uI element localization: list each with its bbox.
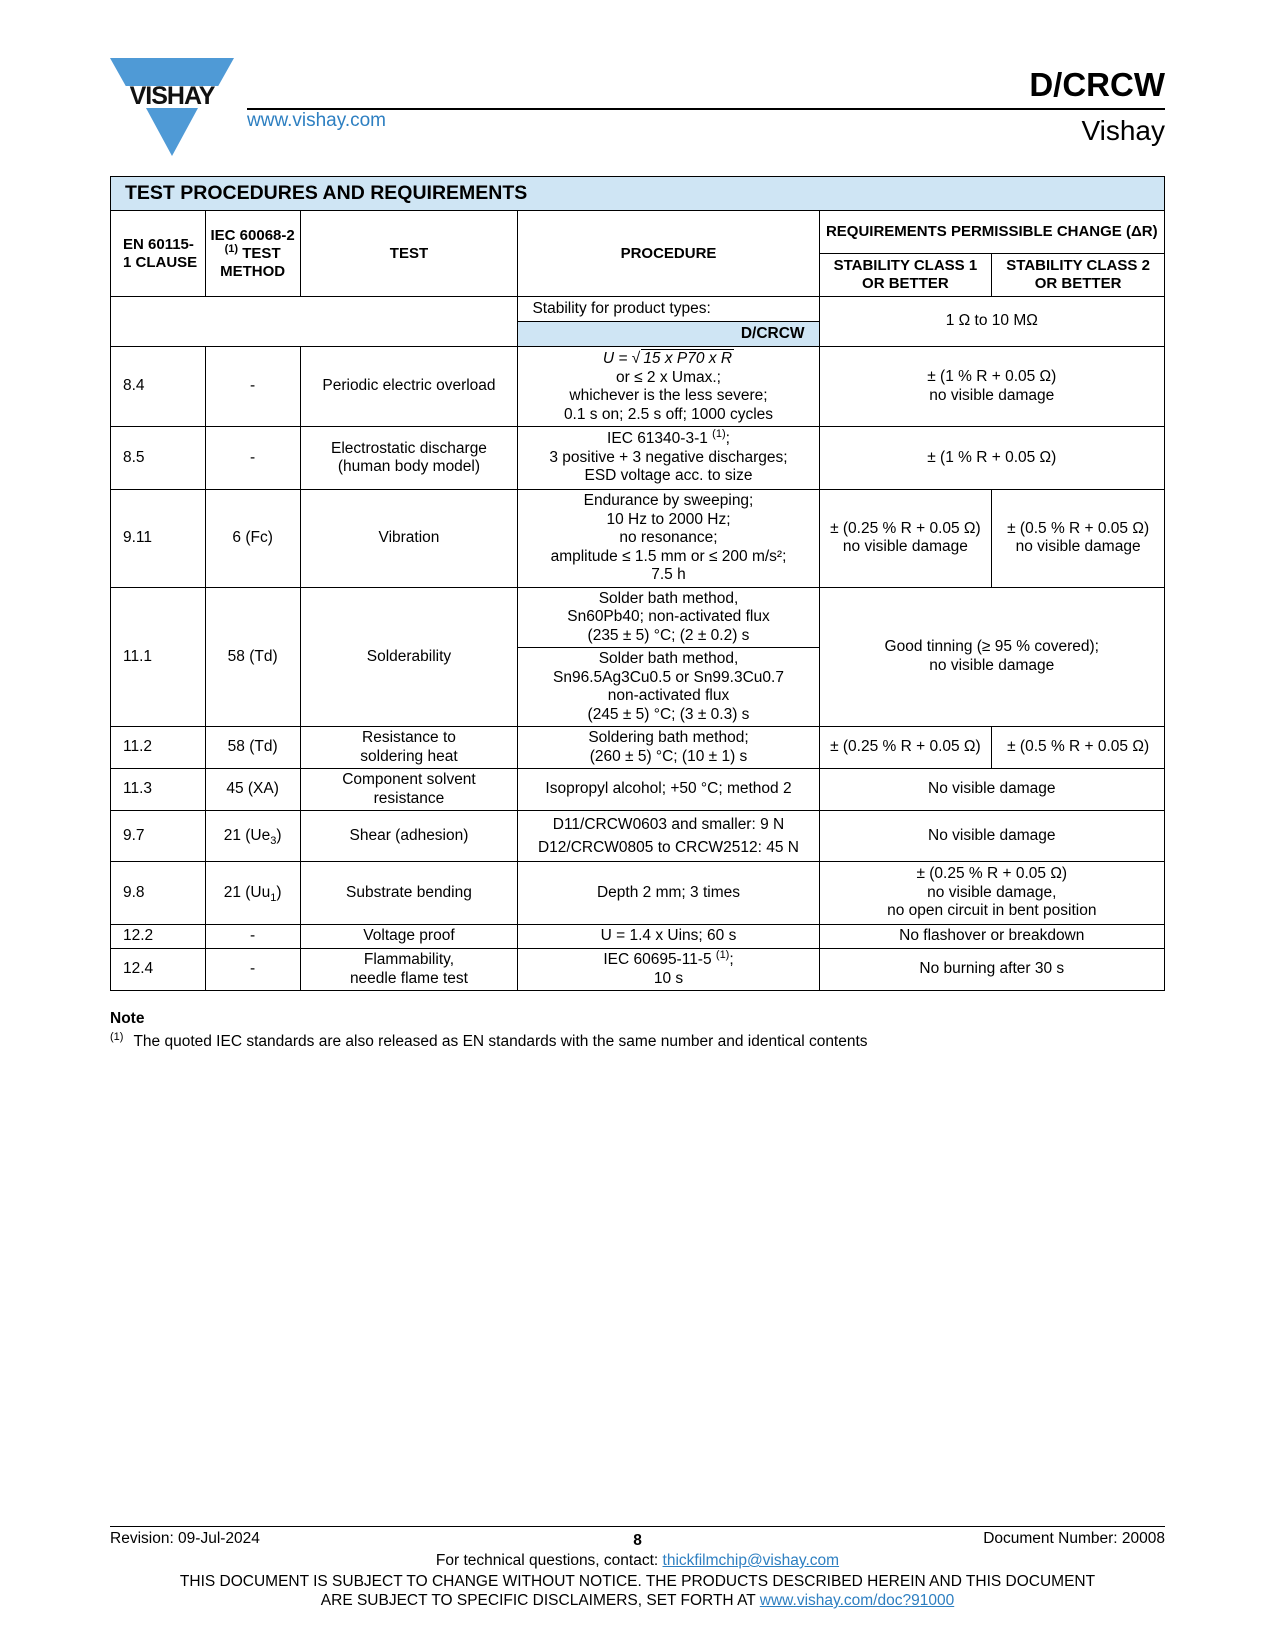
requirement-cell: Good tinning (≥ 95 % covered); no visible damage — [819, 587, 1164, 727]
disclaimer: THIS DOCUMENT IS SUBJECT TO CHANGE WITHOUT NOTICE. THE PRODUCTS DESCRIBED HEREIN AND THIS DOCUMENT ARE SUBJECT TO SPECIFIC DISCLAIMERS, SET FORTH AT www.vishay.com/doc?91000 — [179, 1573, 1096, 1609]
method-cell: 45 (XA) — [205, 769, 300, 811]
contact-line: For technical questions, contact: thickfilmchip@vishay.com — [435, 1552, 840, 1569]
table-row — [111, 925, 1165, 949]
procedure-cell: IEC 61340-3-1 $^{(1)}$; 3 positive + 3 negative discharges; ESD voltage acc. to size — [518, 427, 819, 490]
requirement-cell: No flashover or breakdown — [819, 925, 1164, 949]
resistance-range: 1 Ω to 10 MΩ — [819, 297, 1164, 347]
requirement-cell: ± (1 % R + 0.05 Ω) no visible damage — [819, 347, 1164, 427]
disclaimer-link[interactable]: www.vishay.com/doc?91000 — [759, 1592, 955, 1609]
table-row — [111, 587, 1165, 648]
requirement-cell: ± (0.25 % R + 0.05 Ω) no visible damage, no open circuit in bent position — [819, 862, 1164, 925]
requirement-class2-cell: ± (0.5 % R + 0.05 Ω) no visible damage — [992, 490, 1165, 588]
clause-cell: 9.8 — [111, 862, 206, 925]
test-cell: Component solvent resistance — [300, 769, 518, 811]
method-cell: 21 $(Uu_1)$ — [205, 862, 300, 925]
stability-label: Stability for product types: — [518, 297, 819, 322]
requirement-class1-cell: ± (0.25 % R + 0.05 Ω) no visible damage — [819, 490, 992, 588]
procedure-cell: Solder bath method, Sn96.5Ag3Cu0.5 or Sn99.3Cu0.7 non-activated flux (245 ± 5) °C; (3 ± 0.3) s — [518, 648, 819, 727]
clause-cell: 9.11 — [111, 490, 206, 588]
page-number: 8 — [633, 1532, 642, 1549]
test-cell: Shear (adhesion) — [300, 811, 518, 862]
website-link[interactable]: www.vishay.com — [247, 110, 387, 131]
logo-text: VISHAY — [129, 82, 215, 110]
test-procedures-table — [110, 176, 1165, 991]
clause-cell: 11.2 — [111, 727, 206, 769]
procedure-cell: Endurance by sweeping; 10 Hz to 2000 Hz; no resonance; amplitude ≤ 1.5 mm or ≤ 200 m/s²; 7.5 h — [518, 490, 819, 588]
method-cell: - — [205, 925, 300, 949]
header-rule — [247, 108, 1165, 110]
document-number: Document Number: 20008 — [983, 1530, 1165, 1547]
header-class2: STABILITY CLASS 2 OR BETTER — [992, 254, 1165, 297]
test-cell: Periodic electric overload — [300, 347, 518, 427]
table-row — [111, 769, 1165, 811]
header-clause: EN 60115-1 CLAUSE — [111, 211, 206, 297]
method-cell: 21 $(Ue_3)$ — [205, 811, 300, 862]
table-row — [111, 427, 1165, 490]
header-test: TEST — [300, 211, 518, 297]
vishay-logo — [110, 58, 234, 158]
header-class1: STABILITY CLASS 1 OR BETTER — [819, 254, 992, 297]
table-row — [111, 811, 1165, 862]
procedure-cell: Depth 2 mm; 3 times — [518, 862, 819, 925]
header-iec: IEC 60068-2 $^{(1)}$ TEST METHOD — [205, 211, 300, 297]
test-cell: Substrate bending — [300, 862, 518, 925]
requirement-class1-cell: ± (0.25 % R + 0.05 Ω) — [819, 727, 992, 769]
clause-cell: 8.5 — [111, 427, 206, 490]
requirement-cell: No burning after 30 s — [819, 949, 1164, 991]
procedure-cell: Soldering bath method; (260 ± 5) °C; (10 ± 1) s — [518, 727, 819, 769]
clause-cell: 11.1 — [111, 587, 206, 727]
product-type: D/CRCW — [518, 322, 819, 347]
table-row — [111, 949, 1165, 991]
table-row — [111, 727, 1165, 769]
requirement-cell: No visible damage — [819, 811, 1164, 862]
test-cell: Solderability — [300, 587, 518, 727]
requirement-class2-cell: ± (0.5 % R + 0.05 Ω) — [992, 727, 1165, 769]
procedure-cell: U = √ 15 x P70 x R or ≤ 2 x Umax.; whichever is the less severe; 0.1 s on; 2.5 s off; 1000 cycles — [518, 347, 819, 427]
test-cell: Vibration — [300, 490, 518, 588]
procedure-cell: U = 1.4 x Uins; 60 s — [518, 925, 819, 949]
revision-date: Revision: 09-Jul-2024 — [110, 1530, 260, 1547]
table-row — [111, 347, 1165, 427]
method-cell: 6 (Fc) — [205, 490, 300, 588]
header-requirements: REQUIREMENTS PERMISSIBLE CHANGE (ΔR) — [819, 211, 1164, 254]
table-row — [111, 490, 1165, 588]
method-cell: 58 (Td) — [205, 587, 300, 727]
contact-email-link[interactable]: thickfilmchip@vishay.com — [662, 1552, 840, 1569]
company-name: Vishay — [1081, 115, 1165, 146]
clause-cell: 12.4 — [111, 949, 206, 991]
method-cell: - — [205, 949, 300, 991]
requirement-cell: No visible damage — [819, 769, 1164, 811]
test-cell: Resistance to soldering heat — [300, 727, 518, 769]
method-cell: - — [205, 347, 300, 427]
note-text: $^{(1)}$ The quoted IEC standards are also released as EN standards with the same number and identical contents — [110, 1030, 868, 1050]
test-cell: Voltage proof — [300, 925, 518, 949]
clause-cell: 9.7 — [111, 811, 206, 862]
test-cell: Flammability, needle flame test — [300, 949, 518, 991]
procedure-cell: IEC 60695-11-5 $^{(1)}$; 10 s — [518, 949, 819, 991]
footer-rule — [110, 1526, 1165, 1527]
procedure-cell: Isopropyl alcohol; +50 °C; method 2 — [518, 769, 819, 811]
requirement-cell: ± (1 % R + 0.05 Ω) — [819, 427, 1164, 490]
method-cell: - — [205, 427, 300, 490]
procedure-cell: D11/CRCW0603 and smaller: 9 N D12/CRCW0805 to CRCW2512: 45 N — [518, 811, 819, 862]
test-cell: Electrostatic discharge (human body model) — [300, 427, 518, 490]
table-row — [111, 862, 1165, 925]
method-cell: 58 (Td) — [205, 727, 300, 769]
header-procedure: PROCEDURE — [518, 211, 819, 297]
table-title: TEST PROCEDURES AND REQUIREMENTS — [111, 177, 1165, 211]
clause-cell: 11.3 — [111, 769, 206, 811]
doc-title: D/CRCW — [1029, 66, 1165, 103]
note-heading: Note — [110, 1010, 145, 1027]
clause-cell: 12.2 — [111, 925, 206, 949]
clause-cell: 8.4 — [111, 347, 206, 427]
procedure-cell: Solder bath method, Sn60Pb40; non-activated flux (235 ± 5) °C; (2 ± 0.2) s — [518, 587, 819, 648]
